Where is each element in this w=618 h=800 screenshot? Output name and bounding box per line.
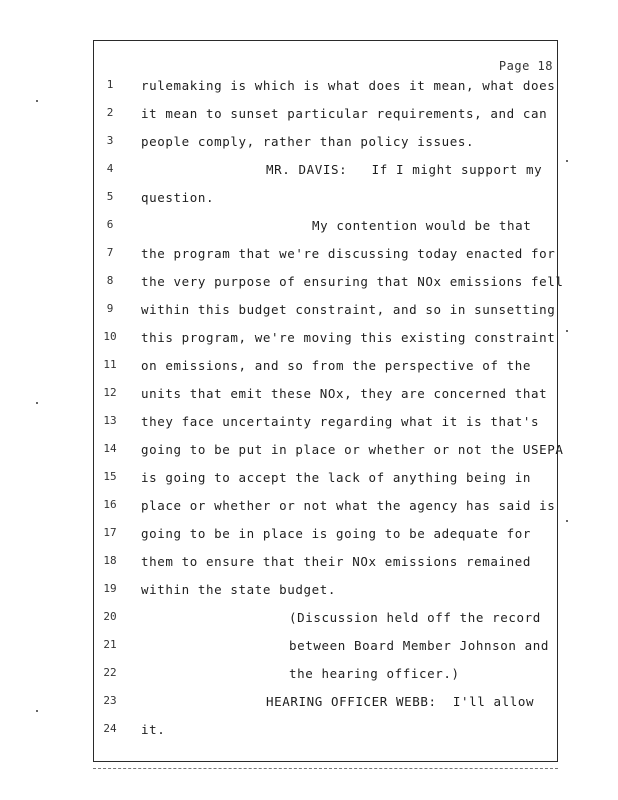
transcript-line: My contention would be that: [312, 218, 532, 233]
line-number: 22: [103, 666, 117, 679]
transcript-line: is going to accept the lack of anything being in: [141, 470, 532, 485]
line-number: 24: [103, 722, 117, 735]
page-bottom-rule: [93, 768, 558, 769]
transcript-line: units that emit these NOx, they are concerned that: [141, 386, 548, 401]
line-number: 15: [103, 470, 117, 483]
line-number: 5: [106, 190, 114, 203]
transcript-line: the very purpose of ensuring that NOx emissions fell: [141, 274, 564, 289]
line-number: 14: [103, 442, 117, 455]
line-number: 11: [103, 358, 117, 371]
transcript-line: them to ensure that their NOx emissions remained: [141, 554, 532, 569]
transcript-line: it mean to sunset particular requirements, and can: [141, 106, 548, 121]
transcript-line: going to be put in place or whether or not the USEPA: [141, 442, 564, 457]
scan-speck: [566, 520, 568, 522]
line-number: 1: [106, 78, 114, 91]
line-number: 9: [106, 302, 114, 315]
transcript-line: the hearing officer.): [289, 666, 460, 681]
transcript-line: the program that we're discussing today enacted for: [141, 246, 556, 261]
transcript-line: between Board Member Johnson and: [289, 638, 550, 653]
line-number: 21: [103, 638, 117, 651]
transcript-line: going to be in place is going to be adequate for: [141, 526, 532, 541]
line-number: 2: [106, 106, 114, 119]
transcript-line: (Discussion held off the record: [289, 610, 541, 625]
transcript-line: on emissions, and so from the perspective of the: [141, 358, 532, 373]
scan-speck: [36, 100, 38, 102]
transcript-line: it.: [141, 722, 166, 737]
transcript-line: MR. DAVIS: If I might support my: [266, 162, 543, 177]
transcript-line: within the state budget.: [141, 582, 337, 597]
line-number: 16: [103, 498, 117, 511]
transcript-line: within this budget constraint, and so in sunsetting: [141, 302, 556, 317]
line-number: 4: [106, 162, 114, 175]
transcript-line: people comply, rather than policy issues.: [141, 134, 475, 149]
line-number: 12: [103, 386, 117, 399]
transcript-line: question.: [141, 190, 215, 205]
transcript-line: this program, we're moving this existing constraint: [141, 330, 556, 345]
scan-speck: [36, 402, 38, 404]
line-number: 18: [103, 554, 117, 567]
line-number: 3: [106, 134, 114, 147]
line-number: 19: [103, 582, 117, 595]
transcript-page: [93, 40, 564, 762]
line-number: 23: [103, 694, 117, 707]
line-number: 10: [103, 330, 117, 343]
scan-speck: [566, 330, 568, 332]
transcript-line: they face uncertainty regarding what it is that's: [141, 414, 540, 429]
line-number: 6: [106, 218, 114, 231]
line-number: 13: [103, 414, 117, 427]
page-number: Page 18: [498, 59, 553, 73]
transcript-line: place or whether or not what the agency has said is: [141, 498, 556, 513]
line-number: 17: [103, 526, 117, 539]
line-number: 7: [106, 246, 114, 259]
line-number: 8: [106, 274, 114, 287]
scan-speck: [36, 710, 38, 712]
transcript-line: HEARING OFFICER WEBB: I'll allow: [266, 694, 535, 709]
transcript-line: rulemaking is which is what does it mean, what does: [141, 78, 556, 93]
scan-speck: [566, 160, 568, 162]
line-number: 20: [103, 610, 117, 623]
